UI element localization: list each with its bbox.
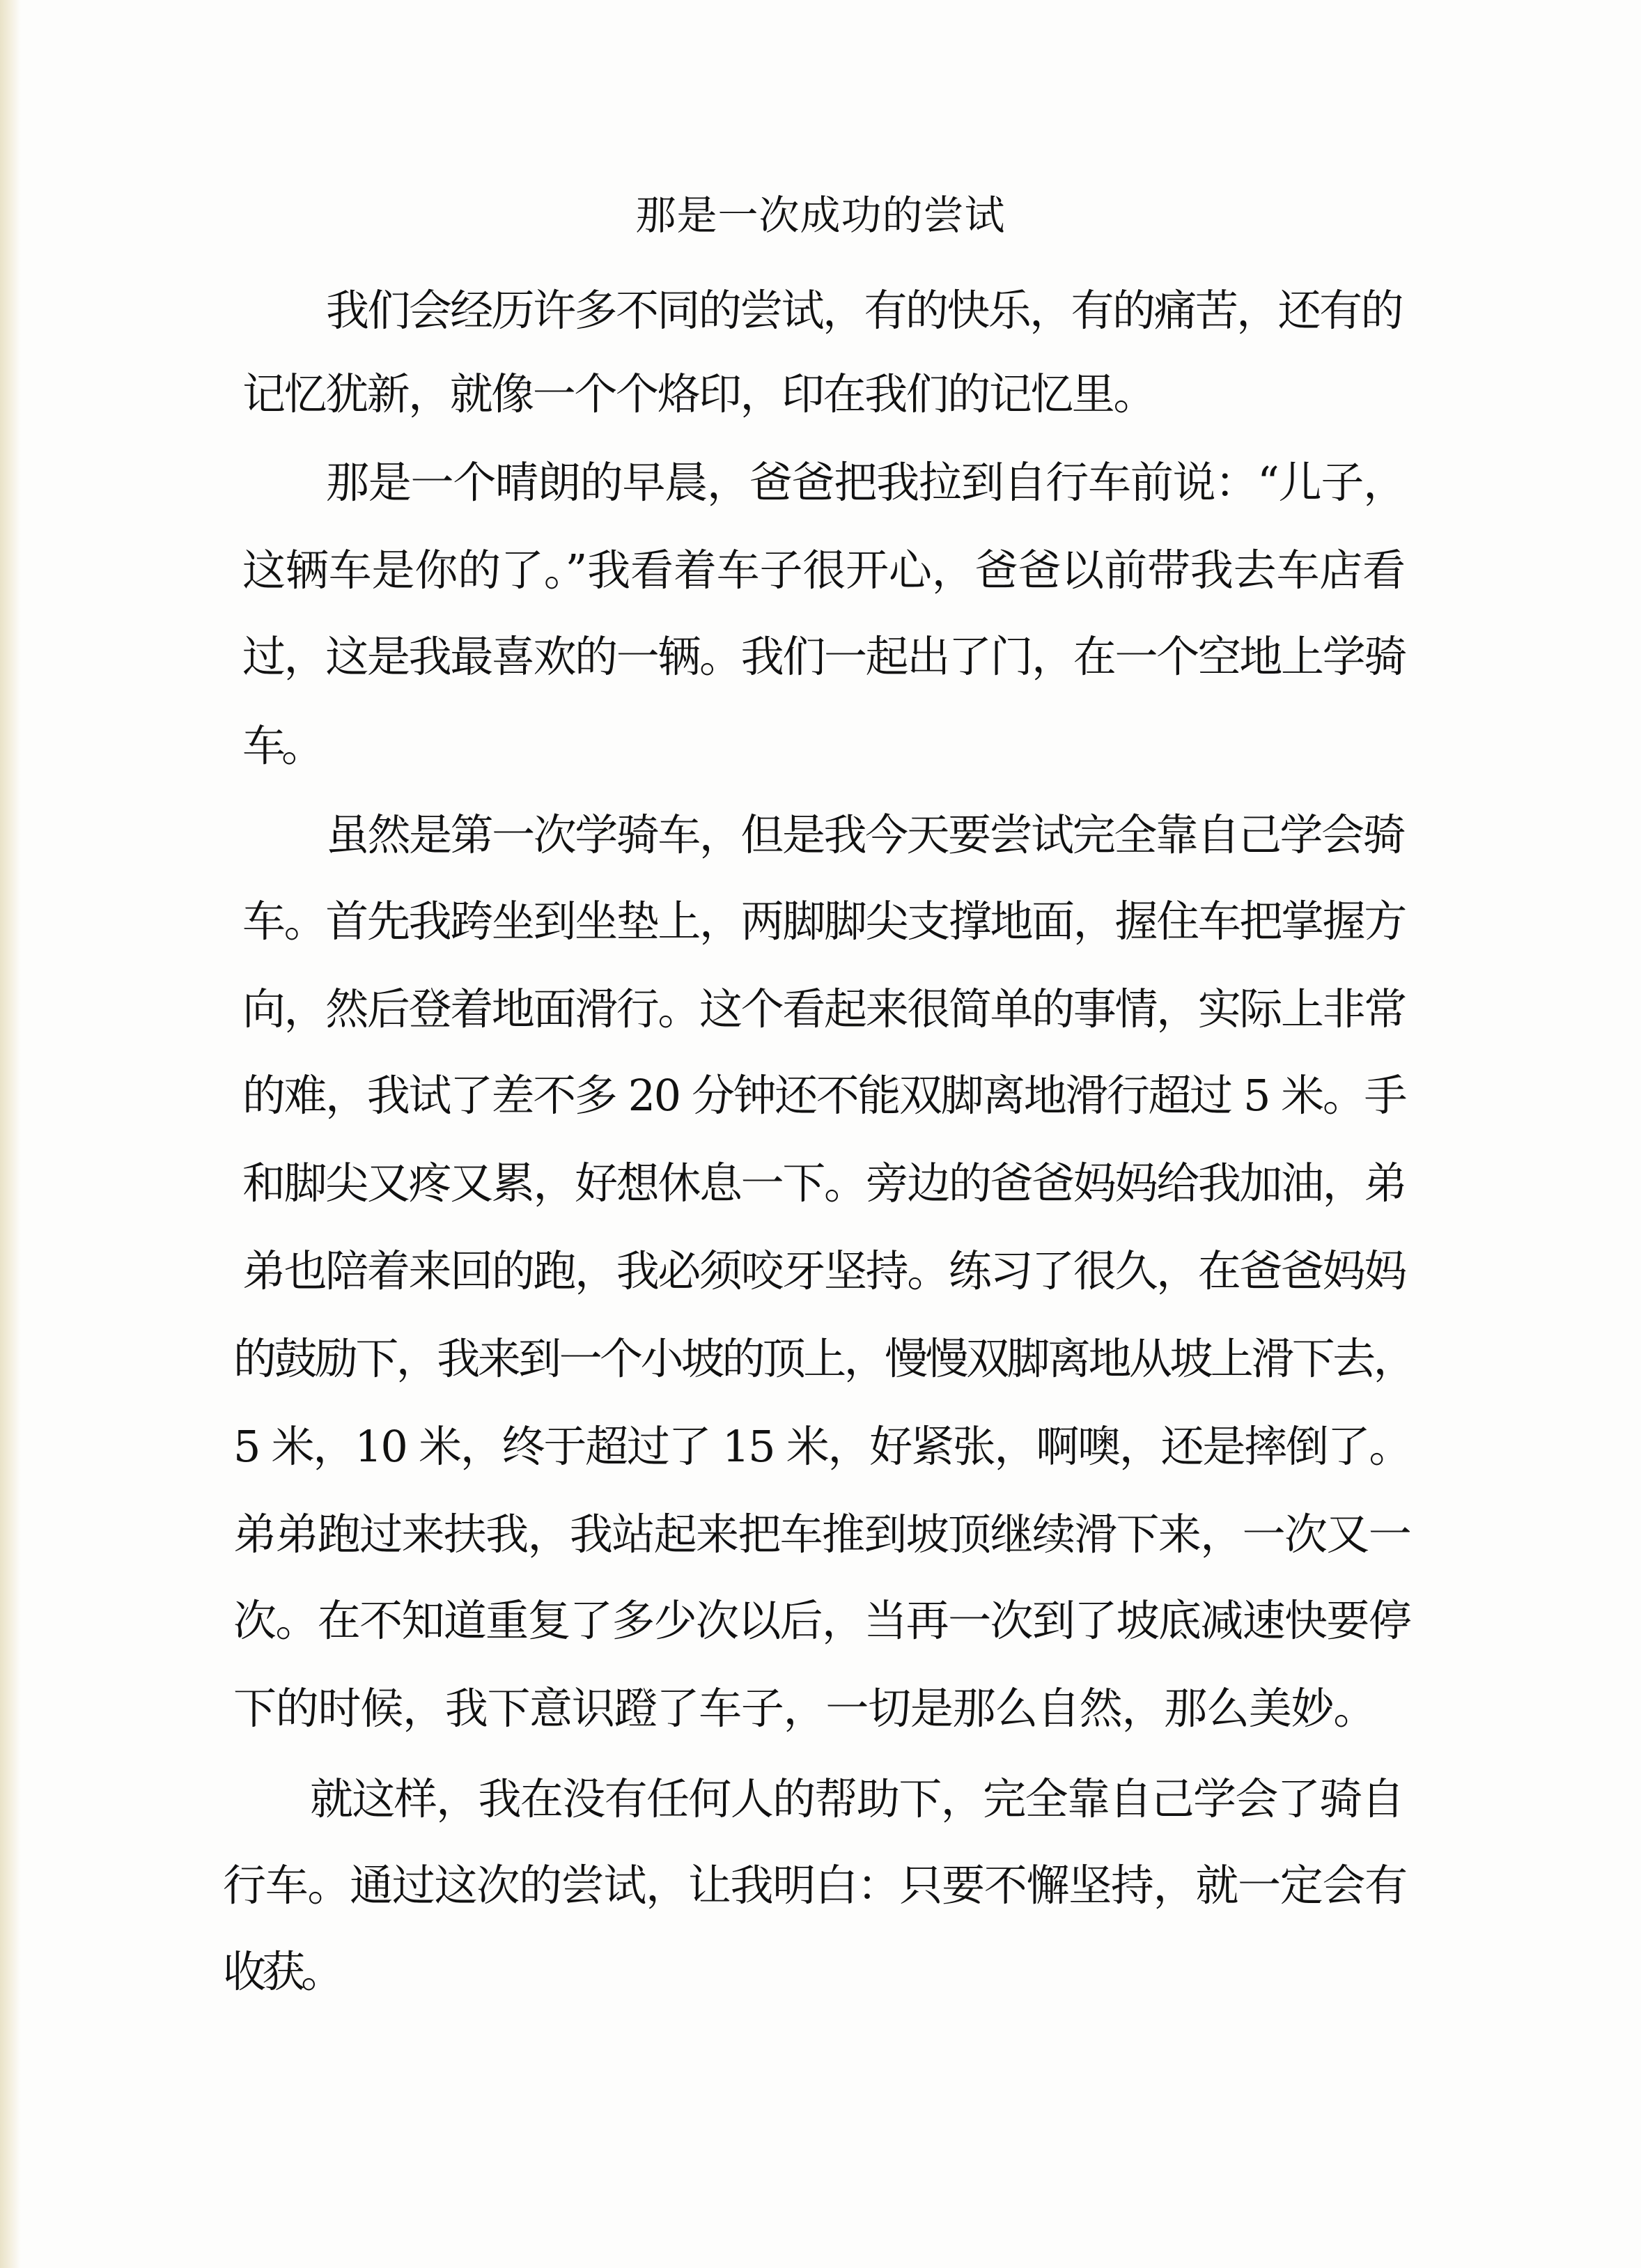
essay-line: 向，然后登着地面滑行。这个看起来很简单的事情，实际上非常 [242, 984, 1406, 1034]
essay-line: 下的时候，我下意识蹬了车子，一切是那么自然，那么美妙。 [233, 1683, 1376, 1734]
essay-line: 车。首先我跨坐到坐垫上，两脚脚尖支撑地面，握住车把掌握方 [242, 896, 1406, 947]
essay-line: 弟弟跑过来扶我，我站起来把车推到坡顶继续滑下来，一次又一 [233, 1509, 1411, 1560]
essay-line: 我们会经历许多不同的尝试，有的快乐，有的痛苦，还有的 [326, 285, 1402, 336]
essay-line: 5 米，10 米，终于超过了 15 米，好紧张，啊噢，还是摔倒了。 [233, 1421, 1411, 1472]
essay-line: 这辆车是你的了。”我看着车子很开心，爸爸以前带我去车店看 [242, 545, 1406, 596]
essay-line: 次。在不知道重复了多少次以后，当再一次到了坡底减速快要停 [233, 1595, 1411, 1646]
essay-line: 车。 [242, 720, 321, 771]
essay-line: 的鼓励下，我来到一个小坡的顶上，慢慢双脚离地从坡上滑下去， [233, 1333, 1415, 1384]
essay-line: 和脚尖又疼又累，好想休息一下。旁边的爸爸妈妈给我加油，弟 [242, 1158, 1406, 1209]
essay-title: 那是一次成功的尝试 [635, 192, 1006, 239]
essay-line: 收获。 [223, 1946, 341, 1997]
essay-line: 弟也陪着来回的跑，我必须咬牙坚持。练习了很久，在爸爸妈妈 [242, 1245, 1406, 1296]
essay-line: 就这样，我在没有任何人的帮助下，完全靠自己学会了骑自 [310, 1773, 1403, 1824]
essay-line: 过，这是我最喜欢的一辆。我们一起出了门，在一个空地上学骑 [242, 631, 1406, 682]
essay-line: 的难，我试了差不多 20 分钟还不能双脚离地滑行超过 5 米。手 [242, 1070, 1406, 1121]
essay-line: 虽然是第一次学骑车，但是我今天要尝试完全靠自己学会骑 [326, 809, 1405, 860]
scan-edge-shadow [0, 0, 21, 2268]
essay-line: 那是一个晴朗的早晨，爸爸把我拉到自行车前说：“儿子， [326, 457, 1406, 508]
essay-line: 行车。通过这次的尝试，让我明白：只要不懈坚持，就一定会有 [223, 1860, 1407, 1911]
essay-line: 记忆犹新，就像一个个烙印，印在我们的记忆里。 [242, 368, 1155, 419]
